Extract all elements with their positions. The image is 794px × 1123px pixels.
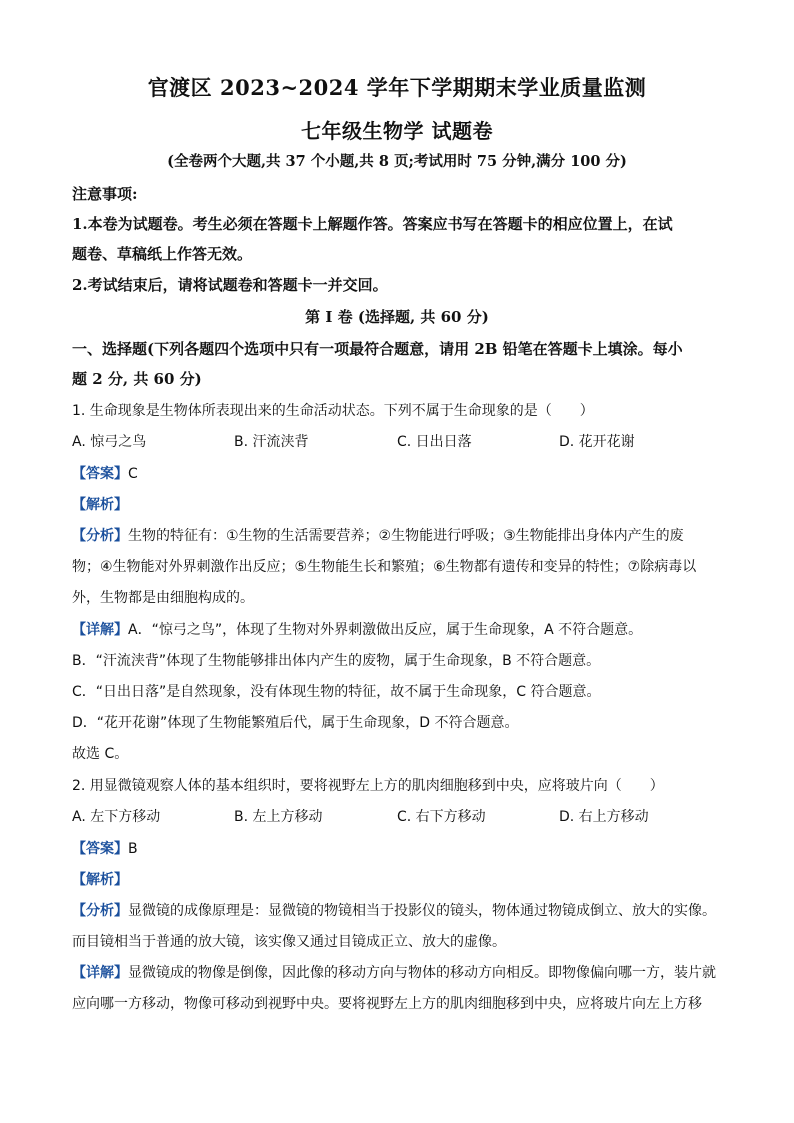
q2-option-b: B. 左上方移动 xyxy=(234,809,323,825)
q2-stem: 2. 用显微镜观察人体的基本组织时，要将视野左上方的肌肉细胞移到中央，应将玻片向（ ） xyxy=(72,778,664,794)
q2-analysis-tag: 【解析】 xyxy=(72,872,128,888)
page-subtitle: 七年级生物学 试题卷 xyxy=(301,119,493,143)
q2-fenxi-line-1 xyxy=(72,900,716,920)
q1-fenxi-tag: 【分析】 xyxy=(72,528,128,544)
q1-fenxi-line-1 xyxy=(72,525,684,545)
q2-answer: B xyxy=(128,841,138,857)
q1-detail-a: A．“惊弓之鸟”，体现了生物对外界刺激做出反应，属于生命现象，A 不符合题意。 xyxy=(128,622,643,638)
q1-option-a: A. 惊弓之鸟 xyxy=(72,434,147,450)
q1-detail-line-a xyxy=(72,619,642,639)
part1-instruction-a: 一、选择题(下列各题四个选项中只有一项最符合题意，请用 2B 铅笔在答题卡上填涂。每小 xyxy=(72,340,683,358)
q2-detail-1: 显微镜成的物像是倒像，因此像的移动方向与物体的移动方向相反。即物像偏向哪一方，装片就 xyxy=(128,965,716,981)
notice-heading: 注意事项: xyxy=(72,185,138,203)
q1-answer: C xyxy=(128,466,138,482)
q1-conclusion: 故选 C。 xyxy=(72,746,129,762)
q1-fenxi-1: 生物的特征有：①生物的生活需要营养；②生物能进行呼吸；③生物能排出身体内产生的废 xyxy=(128,528,684,544)
q1-stem: 1. 生命现象是生物体所表现出来的生命活动状态。下列不属于生命现象的是（ ） xyxy=(72,403,594,419)
section-title: 第 I 卷 (选择题, 共 60 分) xyxy=(305,308,489,326)
q2-option-c: C. 右下方移动 xyxy=(397,809,486,825)
part1-instruction-b: 题 2 分, 共 60 分) xyxy=(72,370,202,388)
q2-answer-tag: 【答案】 xyxy=(72,841,128,857)
q2-analysis-line xyxy=(72,869,128,889)
q1-detail-line-b: B．“汗流浃背”体现了生物能够排出体内产生的废物，属于生命现象，B 不符合题意。 xyxy=(72,653,601,669)
q2-answer-line xyxy=(72,838,138,858)
q2-detail-line-2: 应向哪一方移动，物像可移动到视野中央。要将视野左上方的肌肉细胞移到中央，应将玻片向左上方移 xyxy=(72,996,702,1012)
q1-answer-tag: 【答案】 xyxy=(72,466,128,482)
page-title: 官渡区 2023~2024 学年下学期期末学业质量监测 xyxy=(147,75,647,100)
q2-option-d: D. 右上方移动 xyxy=(559,809,649,825)
q1-option-c: C. 日出日落 xyxy=(397,434,472,450)
q1-fenxi-line-3: 外，生物都是由细胞构成的。 xyxy=(72,590,254,606)
q2-fenxi-tag: 【分析】 xyxy=(72,903,128,919)
q2-detail-line-1 xyxy=(72,962,716,982)
notice-item-1b: 题卷、草稿纸上作答无效。 xyxy=(72,245,253,263)
q1-detail-line-c: C．“日出日落”是自然现象，没有体现生物的特征，故不属于生命现象，C 符合题意。 xyxy=(72,684,601,700)
q2-fenxi-1: 显微镜的成像原理是：显微镜的物镜相当于投影仪的镜头，物体通过物镜成倒立、放大的实像。 xyxy=(128,903,716,919)
notice-item-1a: 1.本卷为试题卷。考生必须在答题卡上解题作答。答案应书写在答题卡的相应位置上，在试 xyxy=(72,215,673,233)
q1-analysis-line xyxy=(72,494,128,514)
q1-detail-line-d: D．“花开花谢”体现了生物能繁殖后代，属于生命现象，D 不符合题意。 xyxy=(72,715,519,731)
notice-item-2: 2.考试结束后，请将试题卷和答题卡一并交回。 xyxy=(72,276,388,294)
q2-option-a: A. 左下方移动 xyxy=(72,809,161,825)
q2-fenxi-line-2: 而目镜相当于普通的放大镜，该实像又通过目镜成正立、放大的虚像。 xyxy=(72,934,506,950)
q1-answer-line xyxy=(72,463,138,483)
q1-option-d: D. 花开花谢 xyxy=(559,434,635,450)
q1-option-b: B. 汗流浃背 xyxy=(234,434,309,450)
exam-info: (全卷两个大题,共 37 个小题,共 8 页;考试用时 75 分钟,满分 100 分) xyxy=(167,153,627,170)
q2-detail-tag: 【详解】 xyxy=(72,965,128,981)
q1-fenxi-line-2: 物；④生物能对外界刺激作出反应；⑤生物能生长和繁殖；⑥生物都有遗传和变异的特性；⑦除病毒以 xyxy=(72,559,697,575)
q1-detail-tag: 【详解】 xyxy=(72,622,128,638)
q1-analysis-tag: 【解析】 xyxy=(72,497,128,513)
